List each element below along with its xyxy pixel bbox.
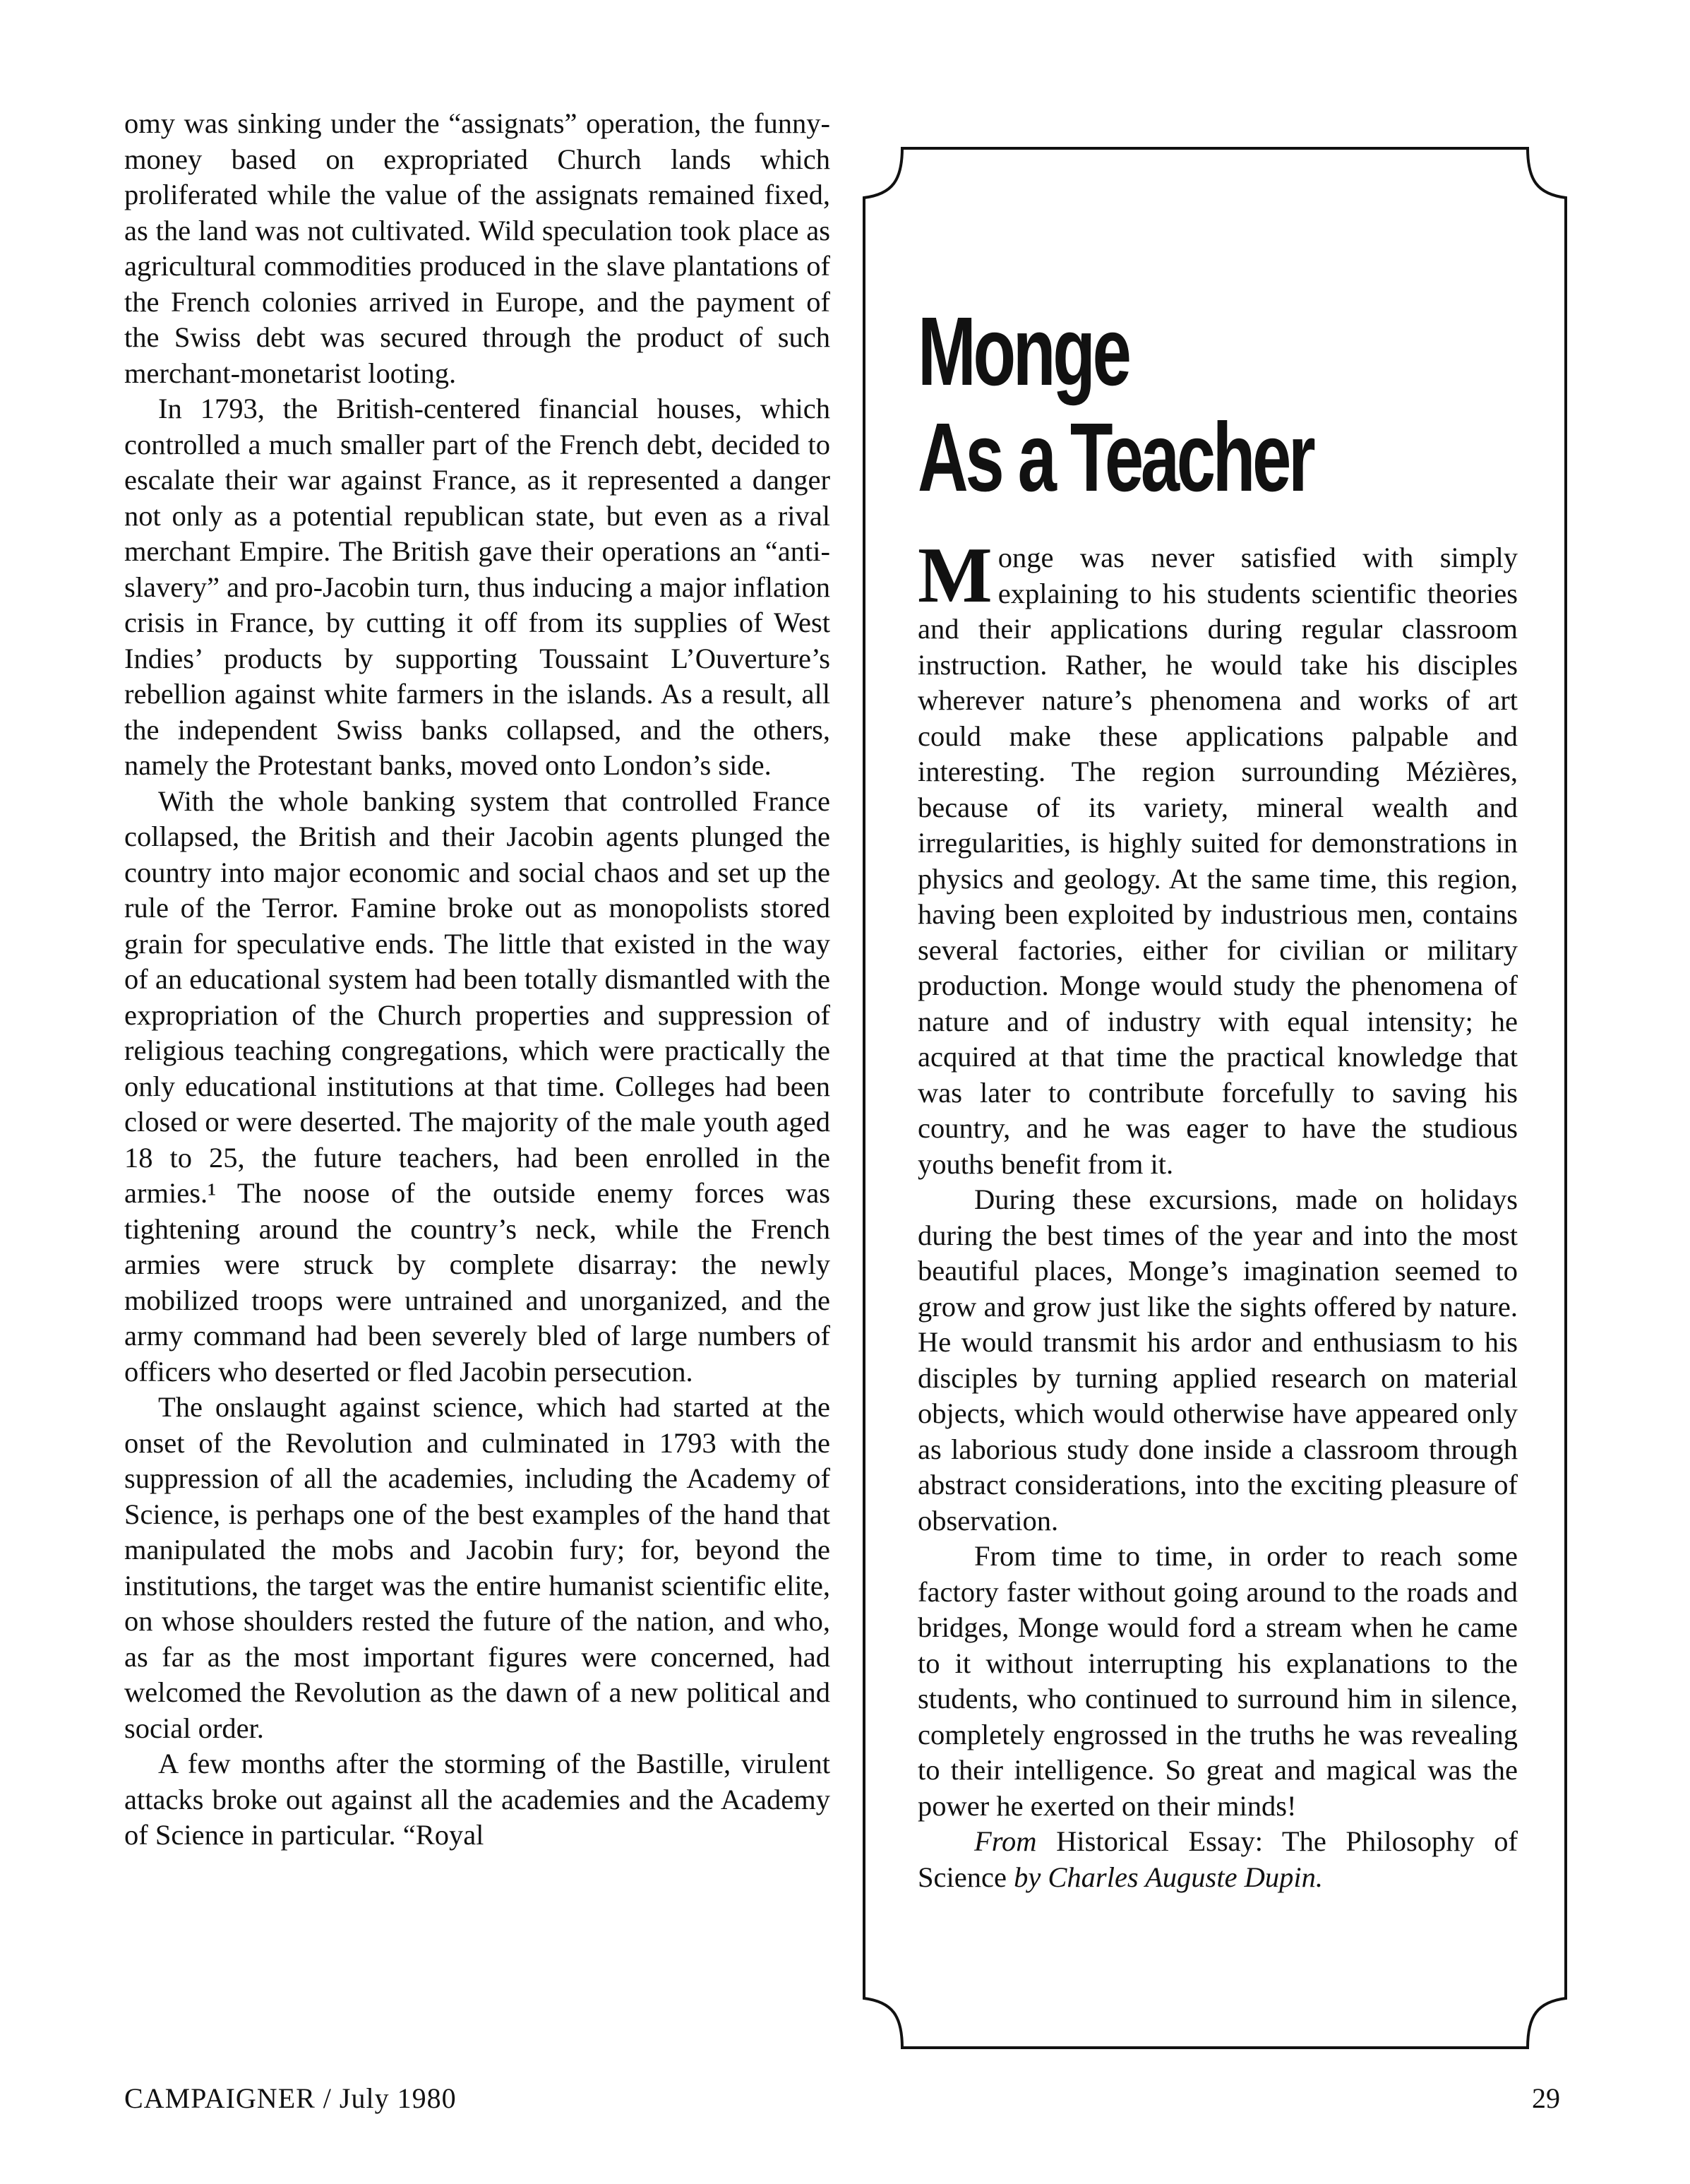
drop-cap: M: [918, 532, 993, 619]
sidebar-title-line: Monge: [918, 297, 1129, 406]
sidebar-paragraph: From time to time, in order to reach some factory faster without going around to the roads and bridges, Monge would ford a stream when he came to it without interrupting his explanations to the students, who continued to surround him in silence, completely engrossed in the truths he was revealing to their intelligence. So great and magical was the power he exerted on their minds!: [918, 1540, 1518, 1822]
article-paragraph: In 1793, the British-centered financial houses, which controlled a much smaller part of the French debt, decided to escalate their war against France, as it represented a danger not only as a potential republican state, but even as a rival merchant Empire. The British gave their operations an “anti-slavery” and pro-Jacobin turn, thus inducing a major inflation crisis in France, by cutting it off from its supplies of West Indies’ products by supporting Toussaint L’Ouverture’s rebellion against white farmers in the islands. As a result, all the independent Swiss banks collapsed, and the others, namely the Protestant banks, moved onto London’s side.: [124, 393, 830, 781]
article-paragraph: With the whole banking system that controlled France collapsed, the British and their Jacobin agents plunged the country into major economic and social chaos and set up the rule of the Terror. Famine broke out as monopolists stored grain for speculative ends. The little that existed in the way of an educational system had been totally dismantled with the expropriation of the Church properties and suppression of religious teaching congregations, which were practically the only educational institutions at that time. Colleges had been closed or were deserted. The majority of the male youth aged 18 to 25, the future teachers, had been enrolled in the armies.¹ The noose of the outside enemy forces was tightening around the country’s neck, while the French armies were struck by complete disarray: the newly mobilized troops were untrained and unorganized, and the army command had been severely bled of large numbers of officers who deserted or fled Jacobin persecution.: [124, 784, 830, 1388]
sidebar-lead-paragraph: [918, 532, 1518, 1182]
source-citation: [918, 1824, 1518, 1895]
page-number: 29: [1532, 2082, 1560, 2114]
article-paragraph: A few months after the storming of the Bastille, virulent attacks broke out against all the academies and the Academy of Science in particular. “Royal: [124, 1748, 830, 1851]
main-article-column: [124, 106, 830, 1854]
sidebar-box: [860, 145, 1570, 2051]
sidebar-paragraph: During these excursions, made on holidays during the best times of the year and into the most beautiful places, Monge’s imagination seemed to grow and grow just like the sights offered by nature. He would transmit his ardor and enthusiasm to his disciples by turning applied research on material objects, which would otherwise have appeared only as laborious study done inside a classroom through abstract considerations, into the exciting pleasure of observation.: [918, 1183, 1518, 1536]
sidebar-content: [918, 299, 1518, 1895]
source-title: Historical Essay: The Philosophy of Science: [918, 1825, 1518, 1893]
source-from: From: [974, 1825, 1037, 1857]
lead-text: onge was never satisfied with simply explaining to his students scientific theories and their applications during regular classroom instruction. Rather, he would take his disciples wherever nature’s phenomena and works of art could make these applications palpable and interesting. The region surrounding Mézières, because of its variety, mineral wealth and irregularities, is highly suited for demonstrations in physics and geology. At the same time, this region, having been exploited by industrious men, contains several factories, either for civilian or military production. Monge would study the phenomena of nature and of industry with equal intensity; he acquired at that time the practical knowledge that was later to contribute forcefully to saving his country, and he was eager to have the studious youths benefit from it.: [918, 542, 1518, 1180]
sidebar-body: [918, 532, 1518, 1895]
article-paragraph: omy was sinking under the “assignats” operation, the funny-money based on expropriated Church lands which proliferated while the value of the assignats remained fixed, as the land was not cultivated. Wild speculation took place as agricultural commodities produced in the slave plantations of the French colonies arrived in Europe, and the payment of the Swiss debt was secured through the product of such merchant-monetarist looting.: [124, 107, 830, 389]
sidebar-title-line: As a Teacher: [918, 403, 1313, 512]
article-paragraph: The onslaught against science, which had started at the onset of the Revolution and culminated in 1793 with the suppression of all the academies, including the Academy of Science, is perhaps one of the best examples of the hand that manipulated the mobs and Jacobin fury; for, beyond the institutions, the target was the entire humanist scientific elite, on whose shoulders rested the future of the nation, and who, as far as the most important figures were concerned, had welcomed the Revolution as the dawn of a new political and social order.: [124, 1391, 830, 1744]
sidebar-title: [918, 299, 1350, 511]
publication-footer: CAMPAIGNER / July 1980: [124, 2082, 457, 2114]
source-author: by Charles Auguste Dupin.: [1014, 1861, 1324, 1893]
